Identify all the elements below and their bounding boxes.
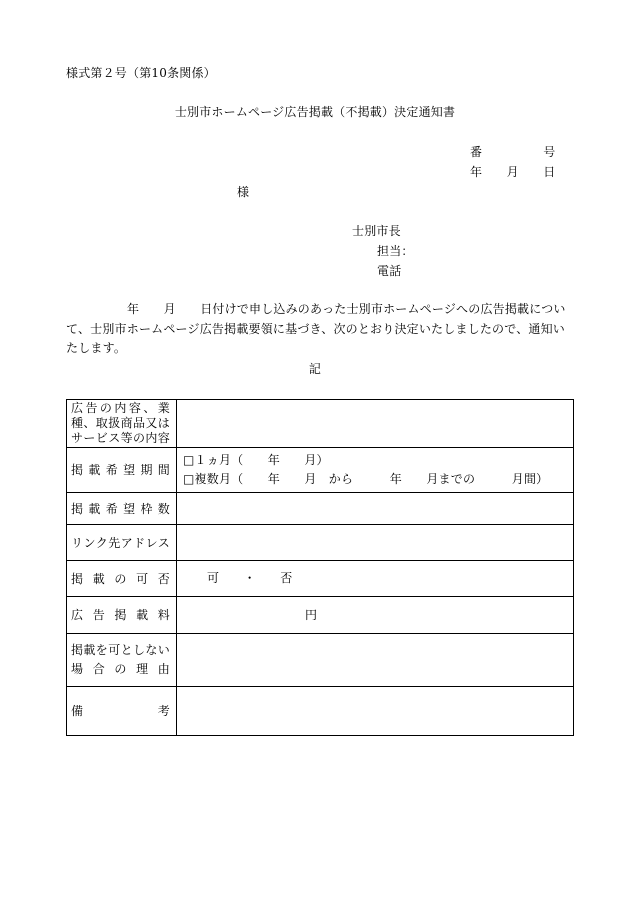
label-line: リンク先アドレス (71, 535, 170, 550)
row-value (177, 634, 573, 687)
issuer-name: 士別市長 (352, 224, 401, 238)
contact-phone: 電話 (377, 264, 402, 278)
row-value (177, 448, 573, 493)
addressee-suffix: 様 (237, 185, 250, 199)
row-label (67, 561, 177, 597)
row-value (177, 400, 573, 448)
row-value (177, 561, 573, 597)
body-line: て、士別市ホームページ広告掲載要領に基づき、次のとおり決定いたしましたので、通知い (66, 321, 566, 336)
label-line: 種、取扱商品又は (71, 416, 170, 430)
period-option-multi-month: □複数月（ 年 月 から 年 月までの 月間） (183, 472, 549, 486)
contact-person: 担当： (377, 244, 414, 258)
row-label (67, 448, 177, 493)
document-title: 士別市ホームページ広告掲載（不掲載）決定通知書 (174, 105, 456, 119)
label-line: 場合の理由 (71, 662, 170, 676)
label-line: 掲載を可としない (71, 643, 170, 657)
label-line: サービス等の内容 (71, 431, 170, 445)
row-label (67, 687, 177, 735)
issue-date: 年 月 日 (470, 165, 556, 179)
reference-number: 番 号 (470, 145, 556, 159)
body-line: 年 月 日付けで申し込みのあった士別市ホームページへの広告掲載につい (66, 302, 566, 316)
label-line: 掲載の可否 (71, 571, 170, 586)
row-label (67, 400, 177, 448)
body-line: たします。 (66, 341, 127, 355)
row-label (67, 493, 177, 525)
fee-unit: 円 (305, 607, 318, 622)
form-number: 様式第２号（第10条関係） (66, 66, 216, 80)
notice-body (66, 300, 573, 359)
row-label (67, 525, 177, 561)
row-value (177, 525, 573, 561)
label-line: 掲載希望期間 (71, 463, 170, 477)
row-value (177, 597, 573, 634)
approval-choice: 可 ・ 否 (207, 571, 293, 585)
label-line: 広告掲載料 (71, 608, 170, 622)
period-option-one-month: □１ヵ月（ 年 月） (183, 453, 329, 467)
label-line: 広告の内容、業 (71, 401, 170, 415)
row-label (67, 597, 177, 634)
row-value (177, 493, 573, 525)
row-label (67, 634, 177, 687)
details-table (66, 399, 574, 736)
note-heading: 記 (308, 362, 322, 376)
label-line: 備考 (71, 704, 170, 718)
row-value (177, 687, 573, 735)
label-line: 掲載希望枠数 (71, 501, 170, 516)
